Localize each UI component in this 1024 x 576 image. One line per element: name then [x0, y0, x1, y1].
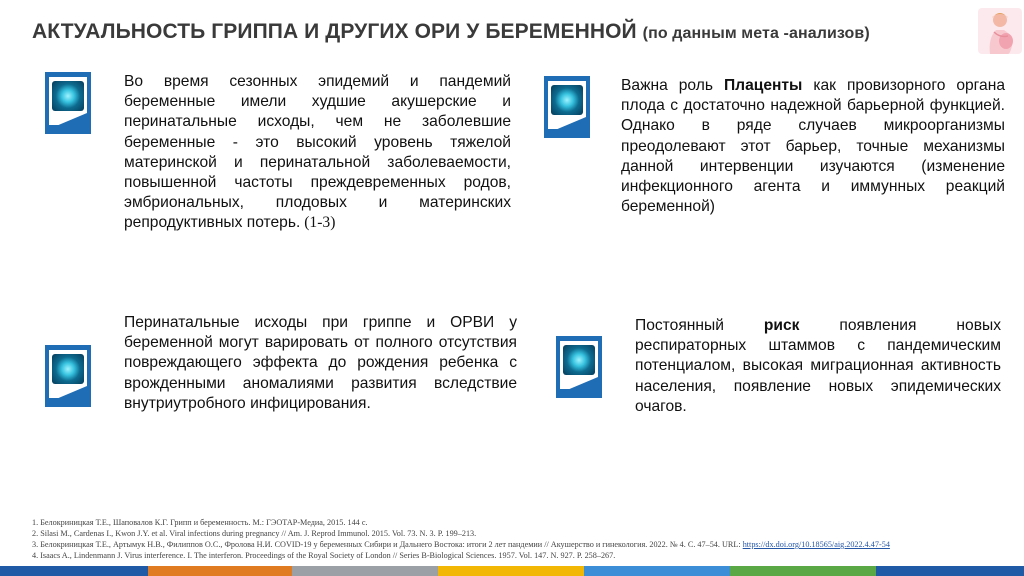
text-risk-bold: риск — [763, 317, 800, 334]
bottom-color-bar — [0, 566, 1024, 576]
text-placenta-bold: Плаценты — [723, 77, 803, 94]
reference-item — [32, 539, 890, 550]
bar-segment — [0, 566, 148, 576]
bar-segment — [876, 566, 1024, 576]
text-block-outcomes — [124, 313, 517, 414]
virus-icon — [52, 354, 84, 384]
title-subtitle: (по данным мета -анализов) — [642, 25, 870, 42]
text-risk-post: появления новых респираторных штаммов с пандемическим потенциалом, высокая миграционная активность населения, появление новых эпидемических очагов. — [635, 317, 1001, 415]
references — [32, 517, 890, 561]
citation: (1-3) — [300, 214, 336, 232]
bar-segment — [148, 566, 292, 576]
bar-segment — [730, 566, 876, 576]
bar-segment — [584, 566, 730, 576]
text-risk-pre: Постоянный — [635, 317, 764, 334]
virus-image-card — [45, 345, 91, 407]
text-block-risk — [635, 316, 1001, 417]
logo-image — [978, 8, 1022, 54]
virus-image-card — [45, 72, 91, 134]
virus-image-card — [544, 76, 590, 138]
text-outcomes: Перинатальные исходы при гриппе и ОРВИ у беременной могут варировать от полного отсутствия повреждающего эффекта до рождения ребенка с врожденными аномалиями развития вследствие внутриутробного инфицирования. — [124, 314, 517, 412]
title-main: АКТУАЛЬНОСТЬ ГРИППА И ДРУГИХ ОРИ У БЕРЕМЕННОЙ — [32, 20, 637, 43]
pregnant-woman-icon — [978, 8, 1022, 54]
virus-icon — [551, 85, 583, 115]
reference-text: 3. Белокриницкая Т.Е., Артымук Н.В., Филиппов О.С., Фролова Н.И. COVID-19 у беременных Сибири и Дальнего Востока: итоги 2 лет пандемии // Акушерство и гинекология. 2022. № 4. С. 47–54. URL: — [32, 540, 743, 549]
reference-item: 2. Silasi M., Cardenas I., Kwon J.Y. et al. Viral infections during pregnancy // Am. J. Reprod Immunol. 2015. Vol. 73. N. 3. P. 199–213. — [32, 529, 477, 538]
text-epidemics: Во время сезонных эпидемий и пандемий беременные имели худшие акушерские и перинатальные исходы, чем не заболевшие беременные - это высокий уровень тяжелой материнской и перинатальной заболеваемости, повышенной частоты преждевременных родов, эмбриональных, плодовых и материнских репродуктивных потерь. — [124, 73, 511, 232]
reference-link[interactable]: https://dx.doi.org/10.18565/aig.2022.4.47-54 — [742, 540, 890, 549]
bar-segment — [292, 566, 438, 576]
virus-image-card — [556, 336, 602, 398]
text-placenta-post: как провизорного органа плода с достаточно надежной барьерной функцией. Однако в ряде случаев микроорганизмы преодолевают этот барьер, точные механизмы данной интервенции изучаются (изменение инфекционного агента и иммунных реакций беременной) — [621, 77, 1005, 216]
virus-icon — [563, 345, 595, 375]
text-placenta-pre: Важна роль — [621, 77, 724, 94]
virus-icon — [52, 81, 84, 111]
reference-item: 1. Белокриницкая Т.Е., Шаповалов К.Г. Грипп и беременность. М.: ГЭОТАР-Медиа, 2015. 144 с. — [32, 518, 368, 527]
bar-segment — [438, 566, 584, 576]
reference-item: 4. Isaacs A., Lindenmann J. Virus interference. I. The interferon. Proceedings of the Royal Society of London // Series B-Biological Sciences. 1957. Vol. 147. N. 927. P. 258–267. — [32, 551, 616, 560]
text-block-placenta — [621, 76, 1005, 217]
text-block-epidemics — [124, 72, 511, 234]
page-title — [32, 20, 870, 44]
